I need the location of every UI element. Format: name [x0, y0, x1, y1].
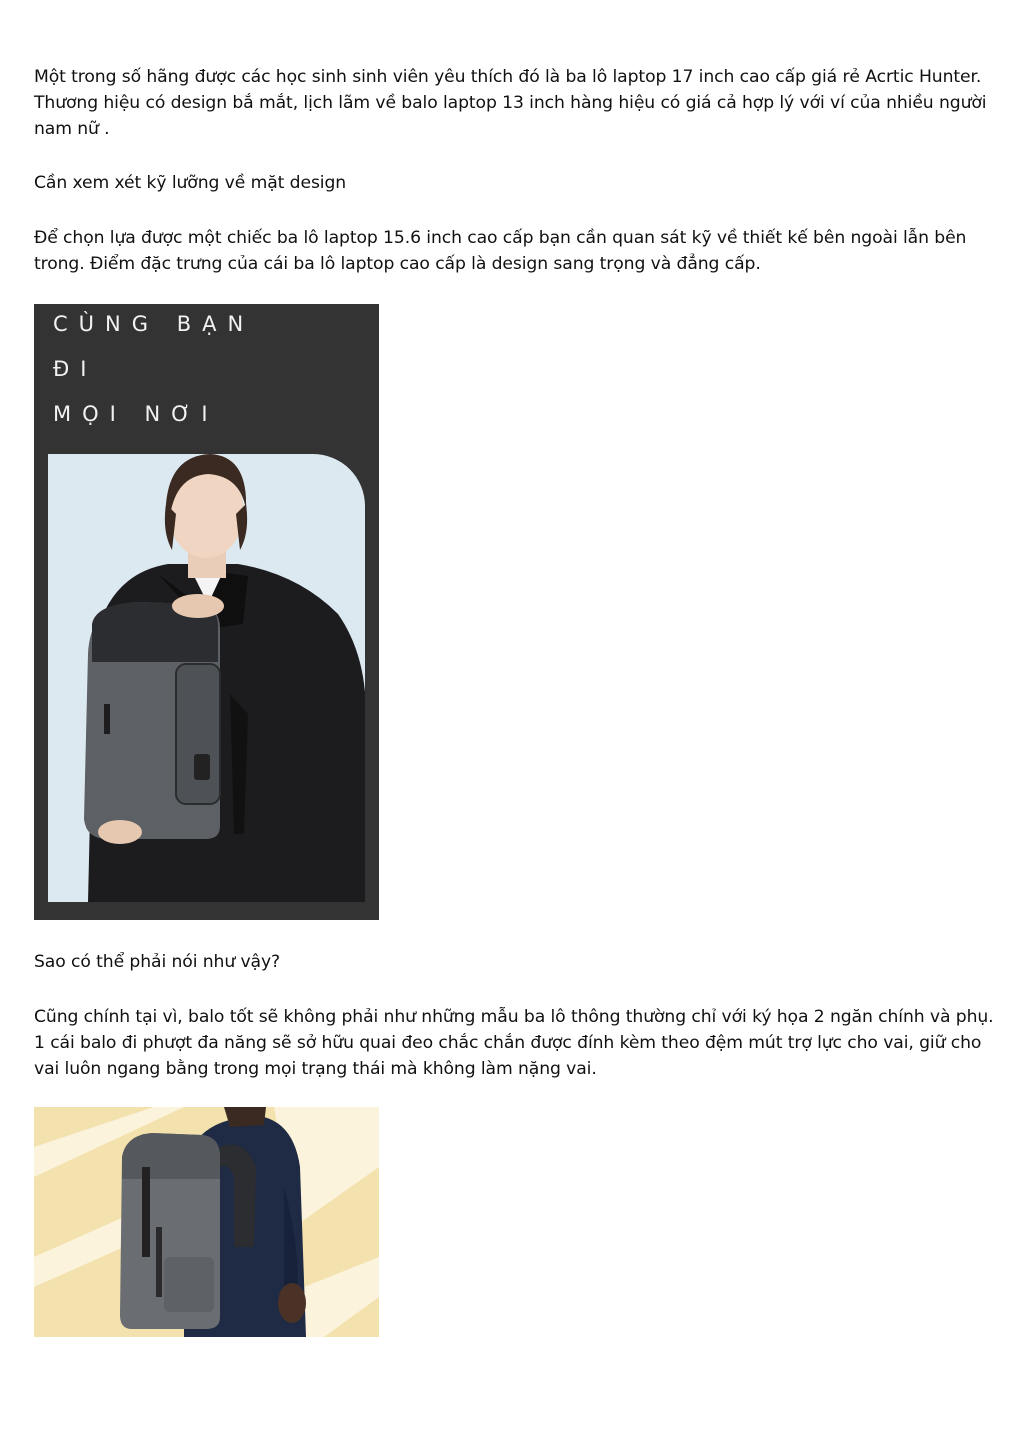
banner-line-2: ĐI	[53, 357, 98, 381]
banner-line-1: CÙNG BẠN	[53, 312, 255, 336]
paragraph-intro: Một trong số hãng được các học sinh sinh viên yêu thích đó là ba lô laptop 17 inch cao cấp giá rẻ Acrtic Hunter. Thương hiệu có design bắ mắt, lịch lãm về balo laptop 13 inch hàng hiệu có giá cả hợp lý với ví của nhiều người nam nữ .	[34, 67, 987, 139]
backpack-side-photo	[34, 1107, 379, 1337]
paragraph-explanation: Cũng chính tại vì, balo tốt sẽ không phải như những mẫu ba lô thông thường chỉ với ký họa 2 ngăn chính và phụ. 1 cái balo đi phượt đa năng sẽ sở hữu quai đeo chắc chắn được đính kèm theo đệm mút trợ lực cho vai, giữ cho vai luôn ngang bằng trong mọi trạng thái mà không làm nặng vai.	[34, 1007, 994, 1079]
model-illustration	[48, 454, 365, 902]
model-side-illustration	[34, 1107, 379, 1337]
paragraph-design-body: Để chọn lựa được một chiếc ba lô laptop 15.6 inch cao cấp bạn cần quan sát kỹ về thiết kế bên ngoài lẫn bên trong. Điểm đặc trưng của cái ba lô laptop cao cấp là design sang trọng và đẳng cấp.	[34, 228, 967, 274]
paragraph-question: Sao có thể phải nói như vậy?	[34, 952, 281, 972]
paragraph-design-heading: Cần xem xét kỹ lưỡng về mặt design	[34, 173, 347, 193]
banner-line-3: MỌI NƠI	[53, 402, 219, 426]
backpack-banner-image	[34, 304, 379, 920]
model-with-backpack-photo	[48, 454, 365, 902]
